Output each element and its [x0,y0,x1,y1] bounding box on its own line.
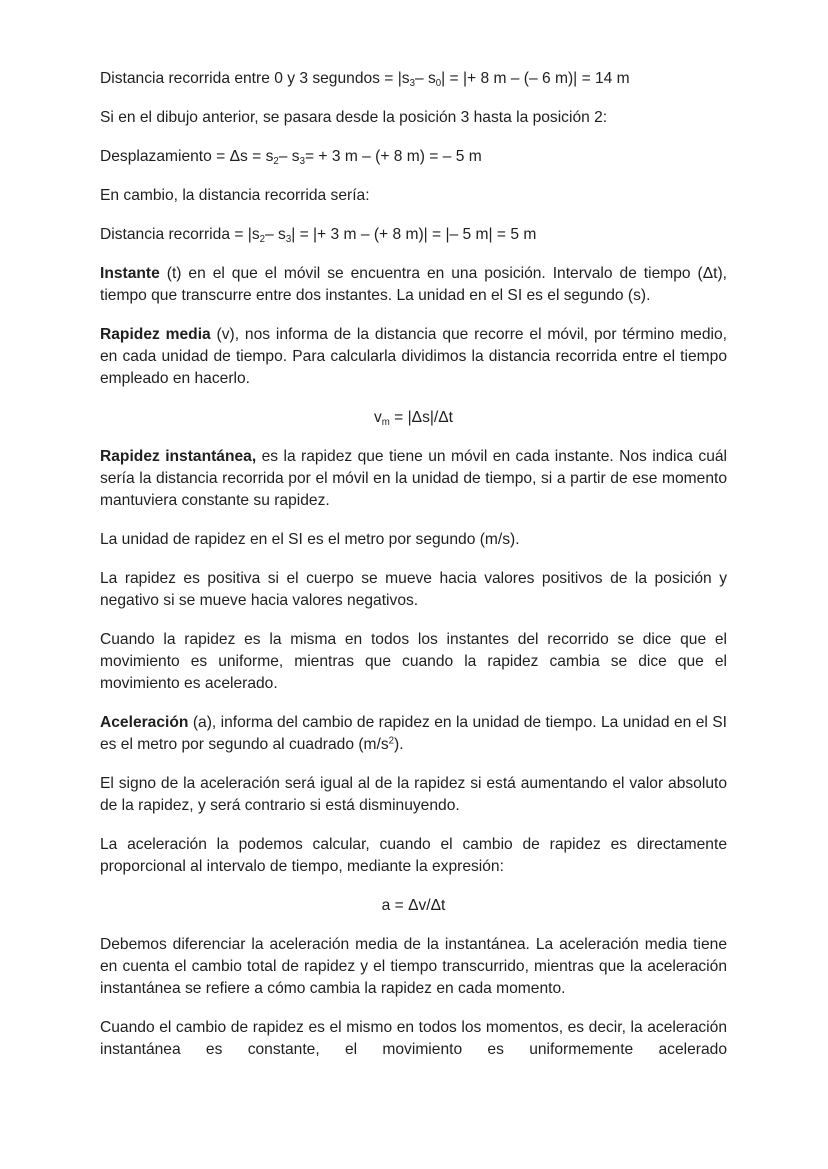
signo-aceleracion-paragraph: El signo de la aceleración será igual al de la rapidez si está aumentando el valor absoluto de la rapidez, y será contrario si está disminuyendo. [100,775,727,814]
aceleracion-paragraph: Aceleración (a), informa del cambio de rapidez en la unidad de tiempo. La unidad en el SI es el metro por segundo al cuadrado $(m/s^2)$. [100,714,727,753]
instante-paragraph: Instante (t) en el que el móvil se encuentra en una posición. Intervalo de tiempo (Δt), tiempo que transcurre entre dos instantes. La unidad en el SI es el segundo (s). [100,265,727,304]
signo-rapidez-paragraph: La rapidez es positiva si el cuerpo se mueve hacia valores positivos de la posición y negativo si se mueve hacia valores negativos. [100,570,727,609]
aceleracion-term: Aceleración [100,714,189,731]
rapidez-media-term: Rapidez media [100,326,211,343]
distance-intro-text: En cambio, la distancia recorrida sería: [100,187,370,204]
formula-vm: $v_m = |\Delta s|/\Delta t$ [373,409,453,429]
formula-a: a = Δv/Δt [381,897,446,914]
rapidez-media-paragraph: Rapidez media (v), nos informa de la distancia que recorre el móvil, por término medio, en cada unidad de tiempo. Para calcularla dividimos la distancia recorrida entre el tiempo empleado en hacerlo. [100,326,728,387]
calculo-aceleracion-paragraph: La aceleración la podemos calcular, cuando el cambio de rapidez es directamente proporcional al intervalo de tiempo, mediante la expresión: [100,836,727,875]
rapidez-instantanea-paragraph: Rapidez instantánea, es la rapidez que tiene un móvil en cada instante. Nos indica cuál sería la distancia recorrida por el móvil en la unidad de tiempo, si a partir de ese momento mantuviera constante su rapidez. [100,448,727,509]
uniforme-paragraph: Cuando la rapidez es la misma en todos los instantes del recorrido se dice que el movimiento es uniforme, mientras que cuando la rapidez cambia se dice que el movimiento es acelerado. [100,631,727,692]
distance-equation: Distancia recorrida = $|s_2-$ $s_3|$ = |+ 3 m – (+ 8 m)| = |– 5 m| = 5 m [100,226,537,246]
position-change-text: Si en el dibujo anterior, se pasara desde la posición 3 hasta la posición 2: [100,109,608,126]
rapidez-instantanea-term: Rapidez instantánea, [100,448,257,465]
displacement-equation: Desplazamiento = $\Delta s = s_2-$ $s_3= + 3$ m – (+ 8 m) = – 5 m [100,148,482,168]
instante-term: Instante [100,265,160,282]
document-page [100,68,727,1061]
media-instantanea-paragraph: Debemos diferenciar la aceleración media de la instantánea. La aceleración media tiene en cuenta el cambio total de rapidez y el tiempo transcurrido, mientras que la aceleración instantánea se refiere a cómo cambia la rapidez en cada momento. [100,936,727,997]
unidad-rapidez-paragraph: La unidad de rapidez en el SI es el metro por segundo (m/s). [100,531,520,548]
distance-0-3-equation: Distancia recorrida entre 0 y 3 segundos = $|s_3-$ $s_0|$ = |+ 8 m – (– 6 m)| = 14 m [100,70,630,90]
final-paragraph: Cuando el cambio de rapidez es el mismo en todos los momentos, es decir, la aceleración instantánea es constante, el movimiento es uniformemente acelerado [100,1019,727,1058]
